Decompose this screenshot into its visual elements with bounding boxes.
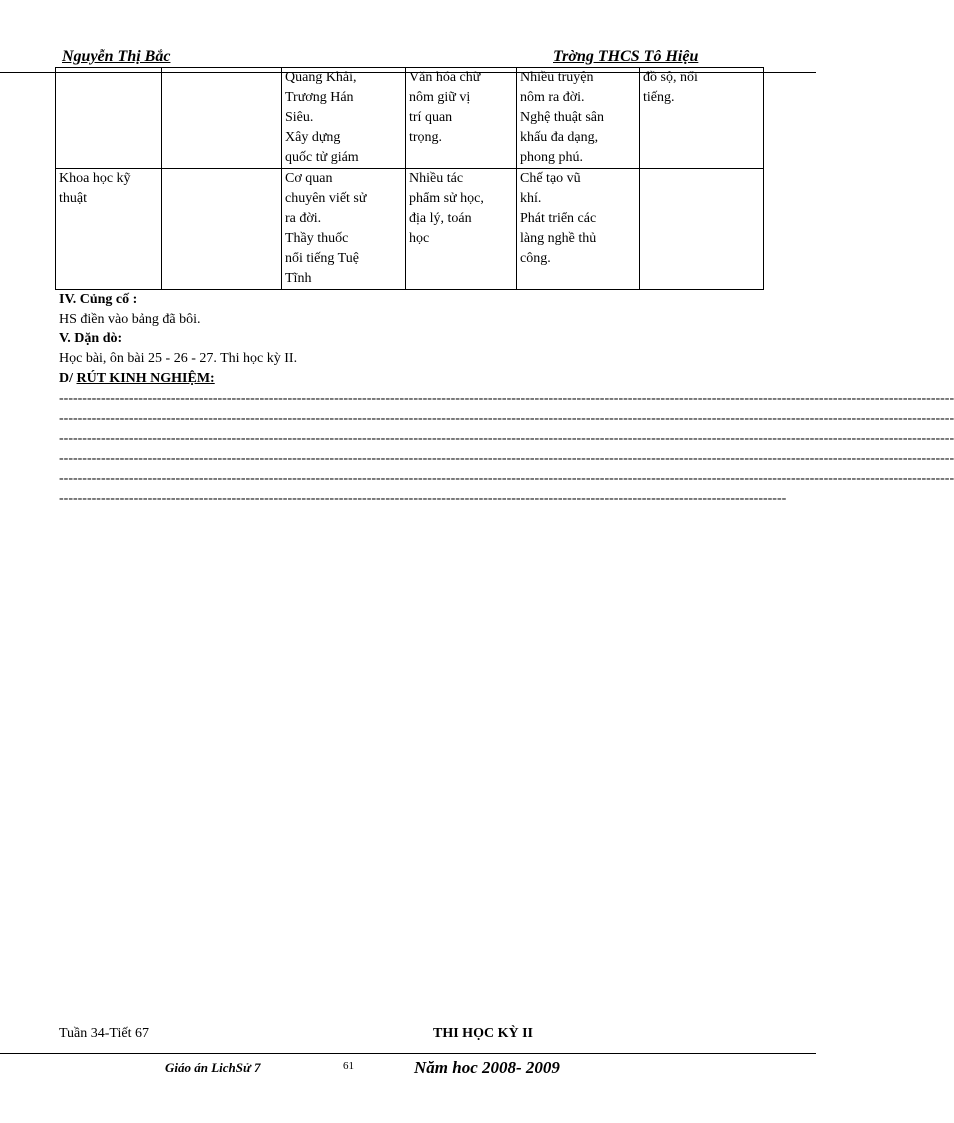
table-cell — [56, 68, 162, 169]
history-table — [55, 67, 764, 290]
cell-line: ra đời. — [285, 211, 322, 226]
cell-line: Xây dựng — [285, 130, 341, 145]
cell-line: Nghệ thuật sân — [520, 110, 604, 125]
cell-line: đồ sộ, nổi — [643, 70, 698, 85]
table-cell — [406, 68, 517, 169]
footer-subject: Giáo án LichSử 7 — [165, 1060, 261, 1075]
table-cell — [162, 68, 282, 169]
cell-line: nổi tiếng Tuệ — [285, 251, 359, 266]
cell-line: Nhiều tác — [409, 171, 464, 186]
footer-week: Tuần 34-Tiết 67 — [59, 1026, 149, 1041]
section-d-title: RÚT KINH NGHIỆM — [76, 371, 211, 386]
cell-line: Siêu. — [285, 110, 314, 125]
table-cell — [56, 169, 162, 290]
cell-line: nôm giữ vị — [409, 90, 471, 105]
section-iv-title: IV. Củng cố : — [59, 292, 138, 307]
table-cell — [640, 68, 764, 169]
section-v-title: V. Dặn dò: — [59, 331, 123, 346]
cell-line: khấu đa dạng, — [520, 130, 599, 145]
cell-line: địa lý, toán — [409, 211, 472, 226]
dashed-line: ------------------------------------------------------------------------------------------------------------------------------------------------------------------------------------------------ — [59, 431, 954, 446]
footer-page-number: 61 — [343, 1060, 354, 1072]
cell-line: Cơ quan — [285, 171, 333, 186]
section-iv-body: HS điền vào bảng đã bôi. — [59, 312, 201, 327]
cell-line: trọng. — [409, 130, 443, 145]
section-d-heading — [59, 369, 215, 389]
header-school: Trờng THCS Tô Hiệu — [553, 48, 699, 65]
cell-line: thuật — [59, 191, 87, 206]
table-row — [56, 68, 764, 169]
cell-line: trí quan — [409, 110, 453, 125]
cell-line: Khoa học kỹ — [59, 171, 131, 186]
dashed-line: ------------------------------------------------------------------------------------------------------------------------------------------------------------------------------------------------ — [59, 391, 954, 406]
table-cell — [640, 169, 764, 290]
cell-line: Trương Hán — [285, 90, 354, 105]
cell-line: Nhiều truyện — [520, 70, 594, 85]
dashed-line: ------------------------------------------------------------------------------------------------------------------------------------------------------------------------------------------------ — [59, 471, 954, 486]
cell-line: tiếng. — [643, 90, 675, 105]
cell-line: học — [409, 231, 430, 246]
header-author: Nguyễn Thị Bắc — [62, 48, 171, 65]
cell-line: Tĩnh — [285, 271, 312, 286]
section-v-body: Học bài, ôn bài 25 - 26 - 27. Thi học kỳ II. — [59, 351, 298, 366]
cell-line: nôm ra đời. — [520, 90, 585, 105]
cell-line: quốc tử giám — [285, 150, 359, 165]
footer-divider — [0, 1053, 816, 1054]
cell-line: công. — [520, 251, 551, 266]
footer-year: Năm hoc 2008- 2009 — [414, 1058, 560, 1077]
cell-line: Chế tạo vũ — [520, 171, 581, 186]
cell-line: Quang Khải, — [285, 70, 357, 85]
footer-exam-title: THI HỌC KỲ II — [433, 1026, 533, 1041]
table-cell — [406, 169, 517, 290]
section-d-prefix: D/ — [59, 371, 77, 386]
table-cell — [517, 169, 640, 290]
section-d-colon: : — [210, 371, 215, 386]
cell-line: Thầy thuốc — [285, 231, 349, 246]
cell-line: làng nghề thủ — [520, 231, 597, 246]
table-cell — [517, 68, 640, 169]
cell-line: phong phú. — [520, 150, 583, 165]
cell-line: khí. — [520, 191, 542, 206]
table-cell — [282, 68, 406, 169]
table-cell — [282, 169, 406, 290]
cell-line: chuyên viết sử — [285, 191, 367, 206]
table-row — [56, 169, 764, 290]
cell-line: phẩm sử học, — [409, 191, 484, 206]
cell-line: Văn hóa chữ — [409, 70, 481, 85]
dashed-line: ------------------------------------------------------------------------------------------------------------------------------------------------------------------------------------------------ — [59, 411, 954, 426]
cell-line: Phát triển các — [520, 211, 597, 226]
dashed-line: ------------------------------------------------------------------------------------------------------------------------------------------------------------------------------------------------ — [59, 451, 954, 466]
table-cell — [162, 169, 282, 290]
dashed-line: ------------------------------------------------------------------------------------------------------------------------------------------------------------ — [59, 491, 787, 506]
